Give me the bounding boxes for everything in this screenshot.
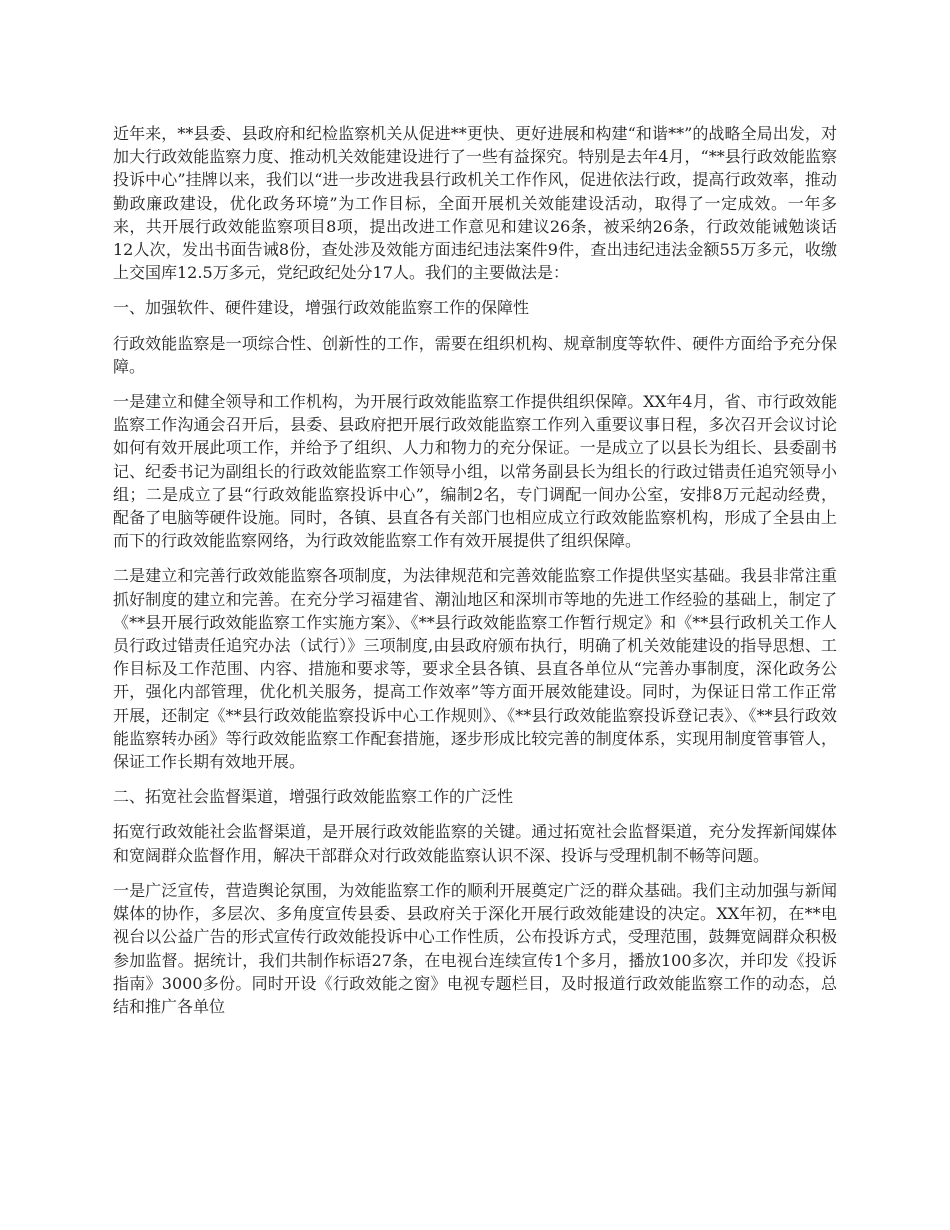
section-1-point-1-paragraph: 一是建立和健全领导和工作机构，为开展行政效能监察工作提供组织保障。XX年4月，省、市行政效能监察工作沟通会召开后，县委、县政府把开展行政效能监察工作列入重要议事日程，多次召开会议讨论如何有效开展此项工作，并给予了组织、人力和物力的充分保证。一是成立了以县长为组长、县委副书记、纪委书记为副组长的行政效能监察工作领导小组，以常务副县长为组长的行政过错责任追究领导小组；二是成立了县“行政效能监察投诉中心”，编制2名，专门调配一间办公室，安排8万元起动经费，配备了电脑等硬件设施。同时，各镇、县直各有关部门也相应成立行政效能监察机构，形成了全县由上而下的行政效能监察网络，为行政效能监察工作有效开展提供了组织保障。 bbox=[113, 392, 837, 551]
section-1-point-2-paragraph: 二是建立和完善行政效能监察各项制度，为法律规范和完善效能监察工作提供坚实基础。我县非常注重抓好制度的建立和完善。在充分学习福建省、潮汕地区和深圳市等地的先进工作经验的基础上，制定了《**县开展行政效能监察工作实施方案》、《**县行政效能监察工作暂行规定》和《**县行政机关工作人员行政过错责任追究办法（试行）》三项制度,由县政府颁布执行，明确了机关效能建设的指导思想、工作目标及工作范围、内容、措施和要求等，要求全县各镇、县直各单位从“完善办事制度，深化政务公开，强化内部管理，优化机关服务，提高工作效率”等方面开展效能建设。同时，为保证日常工作正常开展，还制定《**县行政效能监察投诉中心工作规则》、《**县行政效能监察投诉登记表》、《**县行政效能监察转办函》等行政效能监察工作配套措施，逐步形成比较完善的制度体系，实现用制度管事管人，保证工作长期有效地开展。 bbox=[113, 566, 837, 772]
document-body bbox=[113, 122, 837, 1030]
section-heading-1: 一、加强软件、硬件建设，增强行政效能监察工作的保障性 bbox=[113, 298, 530, 318]
section-1-intro-paragraph: 行政效能监察是一项综合性、创新性的工作，需要在组织机构、规章制度等软件、硬件方面给予充分保障。 bbox=[113, 333, 837, 376]
section-2-point-1-paragraph: 一是广泛宣传，营造舆论氛围，为效能监察工作的顺利开展奠定广泛的群众基础。我们主动加强与新闻媒体的协作，多层次、多角度宣传县委、县政府关于深化开展行政效能建设的决定。XX年初，在**电视台以公益广告的形式宣传行政效能投诉中心工作性质，公布投诉方式，受理范围，鼓舞宽阔群众积极参加监督。据统计，我们共制作标语27条，在电视台连续宣传1个多月，播放100多次，并印发《投诉指南》3000多份。同时开设《行政效能之窗》电视专题栏目，及时报道行政效能监察工作的动态，总结和推广各单位 bbox=[113, 880, 837, 1016]
section-heading-2: 二、拓宽社会监督渠道，增强行政效能监察工作的广泛性 bbox=[113, 787, 514, 807]
intro-paragraph: 近年来，**县委、县政府和纪检监察机关从促进**更快、更好进展和构建“和谐**”的战略全局出发，对加大行政效能监察力度、推动机关效能建设进行了一些有益探究。特别是去年4月，“**县行政效能监察投诉中心”挂牌以来，我们以“进一步改进我县行政机关工作作风，促进依法行政，提高行政效率，推动勤政廉政建设，优化政务环境”为工作目标，全面开展机关效能建设活动，取得了一定成效。一年多来，共开展行政效能监察项目8项，提出改进工作意见和建议26条，被采纳26条，行政效能诫勉谈话12人次，发出书面告诫8份，查处涉及效能方面违纪违法案件9件，查出违纪违法金额55万多元，收缴上交国库12.5万多元，党纪政纪处分17人。我们的主要做法是： bbox=[113, 124, 837, 283]
section-2-intro-paragraph: 拓宽行政效能社会监督渠道，是开展行政效能监察的关键。通过拓宽社会监督渠道，充分发挥新闻媒体和宽阔群众监督作用，解决干部群众对行政效能监察认识不深、投诉与受理机制不畅等问题。 bbox=[113, 822, 837, 865]
